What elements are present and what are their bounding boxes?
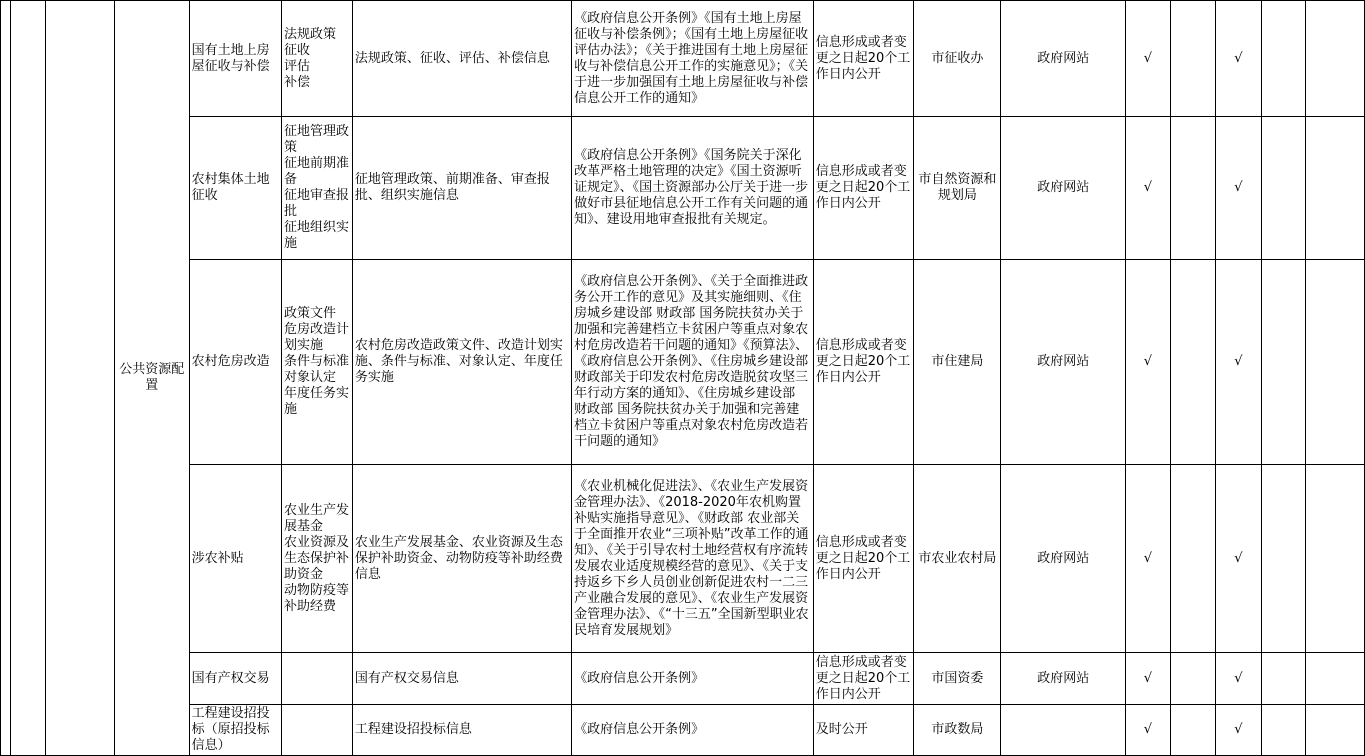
channel-cell: 政府网站 [1001, 653, 1126, 705]
time-limit-cell: 信息形成或者变更之日起20个工作日内公开 [813, 260, 914, 465]
sub-item: 征地前期准备 [284, 156, 350, 187]
item-cell: 国有土地上房屋征收与补偿 [189, 1, 281, 117]
basis-cell: 《政府信息公开条例》《国务院关于深化改革严格土地管理的决定》《国土资源听证规定》、《国土资源部办公厅关于进一步做好市县征地信息公开工作有关问题的通知》、建设用地审查报批有关规定。 [572, 117, 814, 260]
time-limit-cell: 及时公开 [813, 705, 914, 756]
blank-cell [1261, 653, 1305, 705]
item-cell: 农村危房改造 [189, 260, 281, 465]
blank-cell [1261, 260, 1305, 465]
subject-cell: 市农业农村局 [914, 465, 1001, 653]
time-limit-cell: 信息形成或者变更之日起20个工作日内公开 [813, 465, 914, 653]
time-limit-cell: 信息形成或者变更之日起20个工作日内公开 [813, 653, 914, 705]
sub-item: 征地审查报批 [284, 188, 350, 219]
table-row [1, 260, 1365, 465]
table-row [1, 653, 1365, 705]
sub-item: 对象认定 [284, 370, 337, 385]
content-cell: 征地管理政策、前期准备、审查报批、组织实施信息 [352, 117, 571, 260]
item-cell: 国有产权交易 [189, 653, 281, 705]
basis-cell: 《政府信息公开条例》《国有土地上房屋征收与补偿条例》；《国有土地上房屋征收评估办法》；《关于推进国有土地上房屋征收与补偿信息公开工作的实施意见》；《关于进一步加强国有土地上房屋征收与补偿信息公开工作的通知》 [572, 1, 814, 117]
table-row [1, 1, 1365, 117]
check-cell: √ [1126, 117, 1171, 260]
sub-items-cell [282, 653, 353, 705]
blank-cell [1306, 465, 1365, 653]
sub-items-cell [282, 465, 353, 653]
check-cell: √ [1216, 705, 1262, 756]
item-cell: 农村集体土地征收 [189, 117, 281, 260]
blank-cell [1170, 465, 1215, 653]
blank-cell [1170, 705, 1215, 756]
basis-cell: 《政府信息公开条例》 [572, 705, 814, 756]
blank-cell [1170, 117, 1215, 260]
blank-cell [1261, 705, 1305, 756]
time-limit-cell: 信息形成或者变更之日起20个工作日内公开 [813, 117, 914, 260]
item-cell: 工程建设招投标（原招投标信息） [189, 705, 281, 756]
content-cell: 农业生产发展基金、农业资源及生态保护补助资金、动物防疫等补助经费信息 [352, 465, 571, 653]
basis-cell: 《农业机械化促进法》、《农业生产发展资金管理办法》、《2018-2020年农机购置补贴实施指导意见》、《财政部 农业部关于全面推开农业“三项补贴”改革工作的通知》、《关于引导农村土地经营权有序流转发展农业适度规模经营的意见》、《关于支持返乡下乡人员创业创新促进农村一二三产业融合发展的意见》、《农业生产发展资金管理办法》、《“十三五”全国新型职业农民培育发展规划》 [572, 465, 814, 653]
check-cell: √ [1126, 465, 1171, 653]
blank-cell [1306, 653, 1365, 705]
check-cell: √ [1126, 705, 1171, 756]
check-cell: √ [1126, 260, 1171, 465]
check-cell: √ [1126, 1, 1171, 117]
sub-items-cell [282, 260, 353, 465]
check-cell: √ [1216, 465, 1262, 653]
check-cell: √ [1216, 1, 1262, 117]
blank-cell [1306, 705, 1365, 756]
blank-cell [1306, 1, 1365, 117]
blank-cell [1261, 117, 1305, 260]
blank-cell [1170, 1, 1215, 117]
sub-items-cell [282, 705, 353, 756]
check-cell: √ [1126, 653, 1171, 705]
subject-cell: 市住建局 [914, 260, 1001, 465]
channel-cell: 政府网站 [1001, 260, 1126, 465]
content-cell: 工程建设招投标信息 [352, 705, 571, 756]
sub-item: 征收 [284, 42, 311, 58]
subject-cell: 市政数局 [914, 705, 1001, 756]
blank-cell [10, 1, 45, 756]
check-cell: √ [1216, 260, 1262, 465]
channel-cell: 政府网站 [1001, 465, 1126, 653]
check-cell: √ [1216, 117, 1262, 260]
basis-cell: 《政府信息公开条例》 [572, 653, 814, 705]
subject-cell: 市自然资源和规划局 [914, 117, 1001, 260]
blank-cell [1261, 1, 1305, 117]
channel-cell: 政府网站 [1001, 1, 1126, 117]
sub-item: 补偿 [284, 74, 311, 90]
sub-items-cell [282, 117, 353, 260]
table-row [1, 465, 1365, 653]
content-cell: 国有产权交易信息 [352, 653, 571, 705]
sub-item: 评估 [284, 58, 311, 74]
channel-cell: 政府网站 [1001, 117, 1126, 260]
category-cell: 公共资源配置 [114, 1, 189, 756]
blank-cell [45, 1, 114, 756]
item-cell: 涉农补贴 [189, 465, 281, 653]
sub-item: 征地管理政策 [284, 124, 350, 155]
time-limit-cell: 信息形成或者变更之日起20个工作日内公开 [813, 1, 914, 117]
subject-cell: 市国资委 [914, 653, 1001, 705]
blank-cell [1261, 465, 1305, 653]
sub-item: 农业资源及生态保护补助资金 [284, 534, 350, 582]
subject-cell: 市征收办 [914, 1, 1001, 117]
table-row [1, 117, 1365, 260]
sub-item: 年度任务实施 [284, 386, 350, 417]
sub-item: 征地组织实施 [284, 220, 350, 251]
channel-cell [1001, 705, 1126, 756]
sub-item: 条件与标准 [284, 354, 350, 369]
check-cell: √ [1216, 653, 1262, 705]
blank-cell [1306, 260, 1365, 465]
sub-item: 政策文件 [284, 306, 337, 321]
blank-cell [1170, 260, 1215, 465]
content-cell: 法规政策、征收、评估、补偿信息 [352, 1, 571, 117]
table-row [1, 705, 1365, 756]
content-cell: 农村危房改造政策文件、改造计划实施、条件与标准、对象认定、年度任务实施 [352, 260, 571, 465]
blank-cell [1170, 653, 1215, 705]
sub-item: 危房改造计划实施 [284, 322, 350, 353]
blank-cell [1, 1, 11, 756]
sub-item: 动物防疫等补助经费 [284, 582, 350, 614]
basis-cell: 《政府信息公开条例》、《关于全面推进政务公开工作的意见》及其实施细则、《住房城乡建设部 财政部 国务院扶贫办关于加强和完善建档立卡贫困户等重点对象农村危房改造若干问题的通知》《预算法》、《政府信息公开条例》、《住房城乡建设部 财政部关于印发农村危房改造脱贫攻坚三年行动方案的通知》、《住房城乡建设部 财政部 国务院扶贫办关于加强和完善建档立卡贫困户等重点对象农村危房改造若干问题的通知》 [572, 260, 814, 465]
blank-cell [1306, 117, 1365, 260]
sub-item: 农业生产发展基金 [284, 502, 350, 534]
sub-item: 法规政策 [284, 26, 337, 42]
sub-items-cell [282, 1, 353, 117]
